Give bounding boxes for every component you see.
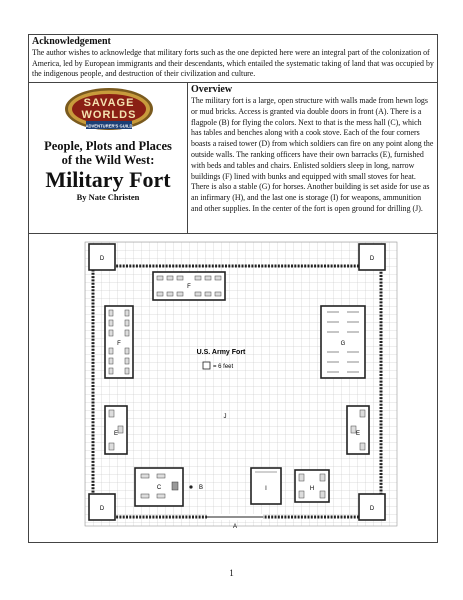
tower-northeast — [359, 244, 385, 270]
map-grid — [85, 242, 397, 526]
document-title-block — [29, 139, 187, 202]
acknowledgement-heading: Acknowledgement — [32, 36, 111, 47]
barracks-enlisted-left — [105, 306, 133, 378]
label-tower: D — [369, 256, 375, 262]
stable — [321, 306, 365, 378]
tower-southwest — [89, 494, 115, 520]
barracks-enlisted-top — [153, 272, 225, 300]
infirmary — [295, 470, 329, 502]
mess-hall — [135, 468, 183, 506]
label-enlisted: F — [117, 341, 121, 347]
map-title: U.S. Army Fort — [196, 349, 246, 356]
label-tower: D — [99, 506, 105, 512]
savage-worlds-logo — [64, 87, 154, 133]
logo-top-text: SAVAGE — [83, 97, 135, 109]
label-tower: D — [369, 506, 375, 512]
officers-quarters-left — [105, 406, 127, 454]
label-enlisted: F — [187, 284, 191, 290]
scale-square — [203, 362, 210, 369]
title-line-1: People, Plots and Places — [44, 139, 172, 153]
overview-heading: Overview — [191, 84, 233, 95]
label-drill-ground: J — [223, 414, 227, 420]
logo-banner-text: ADVENTURER'S GUILD — [85, 123, 133, 129]
column-divider — [187, 83, 188, 233]
acknowledgement-text: The author wishes to acknowledge that military forts such as the one depicted here were an integral part of the colonization of America, led by European immigrants and their descendants, which entailed the systematic taking of land that was occupied by the indigenous people, and destruction of their civilization and culture. — [32, 48, 434, 79]
acknowledgement-section — [28, 34, 438, 83]
label-officers: E — [113, 431, 119, 437]
scale-label: = 6 feet — [213, 364, 234, 370]
label-officers: E — [355, 431, 361, 437]
label-gate: A — [232, 524, 238, 530]
tower-southeast — [359, 494, 385, 520]
page-number: 1 — [229, 568, 234, 578]
label-stable: G — [340, 341, 346, 347]
label-infirmary: H — [309, 486, 315, 492]
overview-text: The military fort is a large, open structure with walls made from hewn logs or mud bricks. Access is granted via double doors in front (A). There is a flagpole (B) for flying the colors. Next to that is the mess hall (C), which has tables and benches along with a cook stove. Each of the four corners boasts a raised tower (D) from which soldiers can fire on any point along the outside walls. The ranking officers have their own barracks (E), furnished with beds and tables and chairs. Enlisted soldiers sleep in long, narrow buildings (F) lined with bunks and equipped with small stoves for heat. There is also a stable (G) for horses. Another building is set aside for use as an infirmary (H), and the last one is storage (I) for weapons, ammunition and other supplies. In the center of the fort is open ground for drilling (J). — [191, 96, 434, 213]
label-tower: D — [99, 256, 105, 262]
title-overview-section — [28, 82, 438, 234]
label-mess-hall: C — [156, 485, 162, 491]
storage-building — [251, 468, 281, 504]
fort-map — [29, 232, 437, 542]
title-line-2: of the Wild West: — [61, 153, 155, 167]
label-storage: I — [265, 486, 267, 492]
tower-northwest — [89, 244, 115, 270]
officers-quarters-right — [347, 406, 369, 454]
map-section — [28, 232, 438, 543]
label-flagpole: B — [199, 485, 204, 491]
flagpole — [189, 485, 192, 488]
author-byline: By Nate Christen — [76, 192, 140, 202]
logo-bottom-text: WORLDS — [81, 109, 137, 121]
document-title: Military Fort — [45, 167, 171, 192]
